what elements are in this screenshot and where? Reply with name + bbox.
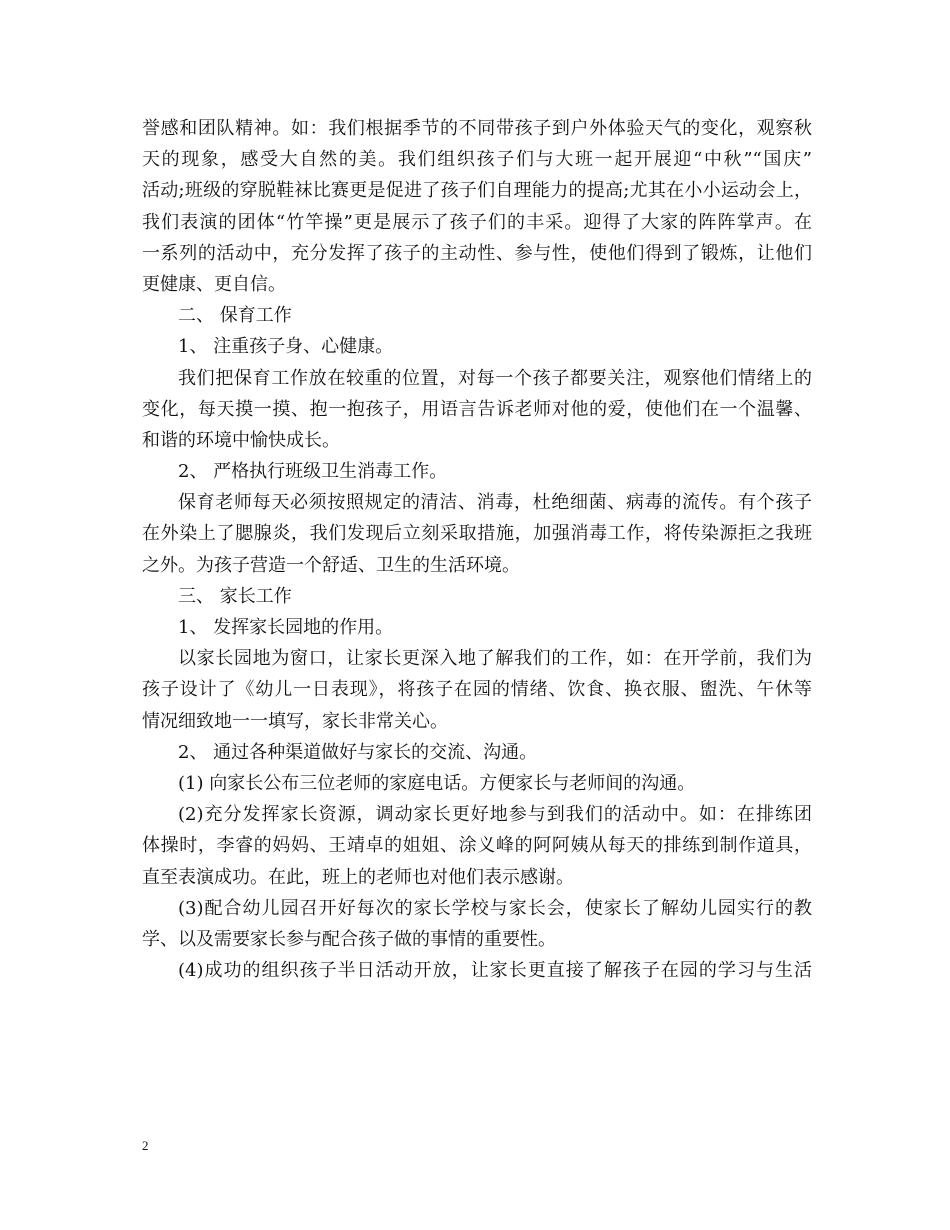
text-line: 直至表演成功。在此，班上的老师也对他们表示感谢。	[142, 866, 574, 888]
list-item: (3)配合幼儿园召开好每次的家长学校与家长会，使家长了解幼儿园实行的教	[178, 897, 812, 919]
text-line: 一系列的活动中，充分发挥了孩子的主动性、参与性，使他们得到了锻炼，让他们	[142, 242, 812, 264]
text-line: 和谐的环境中愉快成长。	[142, 429, 340, 451]
list-item: (2)充分发挥家长资源，调动家长更好地参与到我们的活动中。如：在排练团	[178, 804, 812, 826]
text-line: 学、以及需要家长参与配合孩子做的事情的重要性。	[142, 928, 556, 950]
text-line: 誉感和团队精神。如：我们根据季节的不同带孩子到户外体验天气的变化，观察秋	[142, 118, 812, 139]
text-line: 天的现象，感受大自然的美。我们组织孩子们与大班一起开展迎“中秋”“国庆”	[142, 149, 812, 171]
subsection-heading: 2、 严格执行班级卫生消毒工作。	[178, 461, 448, 483]
text-line: 变化，每天摸一摸、抱一抱孩子，用语言告诉老师对他的爱，使他们在一个温馨、	[142, 398, 812, 420]
section-heading: 二、 保育工作	[178, 305, 292, 327]
text-line: 孩子设计了《幼儿一日表现》，将孩子在园的情绪、饮食、换衣服、盥洗、午休等	[142, 679, 812, 701]
text-line: 保育老师每天必须按照规定的清洁、消毒，杜绝细菌、病毒的流传。有个孩子	[178, 492, 812, 514]
list-item: (1) 向家长公布三位老师的家庭电话。方便家长与老师间的沟通。	[178, 772, 696, 794]
page-number: 2	[142, 1138, 149, 1153]
subsection-heading: 1、 注重孩子身、心健康。	[178, 336, 394, 358]
subsection-heading: 1、 发挥家长园地的作用。	[178, 617, 394, 638]
section-heading: 三、 家长工作	[178, 585, 292, 607]
text-line: 情况细致地一一填写，家长非常关心。	[142, 710, 448, 732]
text-line: 我们把保育工作放在较重的位置，对每一个孩子都要关注，观察他们情绪上的	[178, 367, 812, 389]
subsection-heading: 2、 通过各种渠道做好与家长的交流、沟通。	[178, 741, 538, 763]
document-body	[142, 113, 812, 986]
text-line: 在外染上了腮腺炎，我们发现后立刻采取措施，加强消毒工作，将传染源拒之我班	[142, 523, 812, 545]
text-line: 活动;班级的穿脱鞋袜比赛更是促进了孩子们自理能力的提高;尤其在小小运动会上，	[142, 180, 812, 202]
list-item: (4)成功的组织孩子半日活动开放，让家长更直接了解孩子在园的学习与生活	[178, 960, 812, 982]
text-line: 之外。为孩子营造一个舒适、卫生的生活环境。	[142, 554, 520, 576]
text-line: 体操时，李睿的妈妈、王靖卓的姐姐、涂义峰的阿阿姨从每天的排练到制作道具，	[142, 835, 812, 857]
text-line: 更健康、更自信。	[142, 273, 286, 295]
text-line: 我们表演的团体“竹竿操”更是展示了孩子们的丰采。迎得了大家的阵阵掌声。在	[142, 211, 812, 233]
text-line: 以家长园地为窗口，让家长更深入地了解我们的工作，如：在开学前，我们为	[178, 648, 812, 670]
